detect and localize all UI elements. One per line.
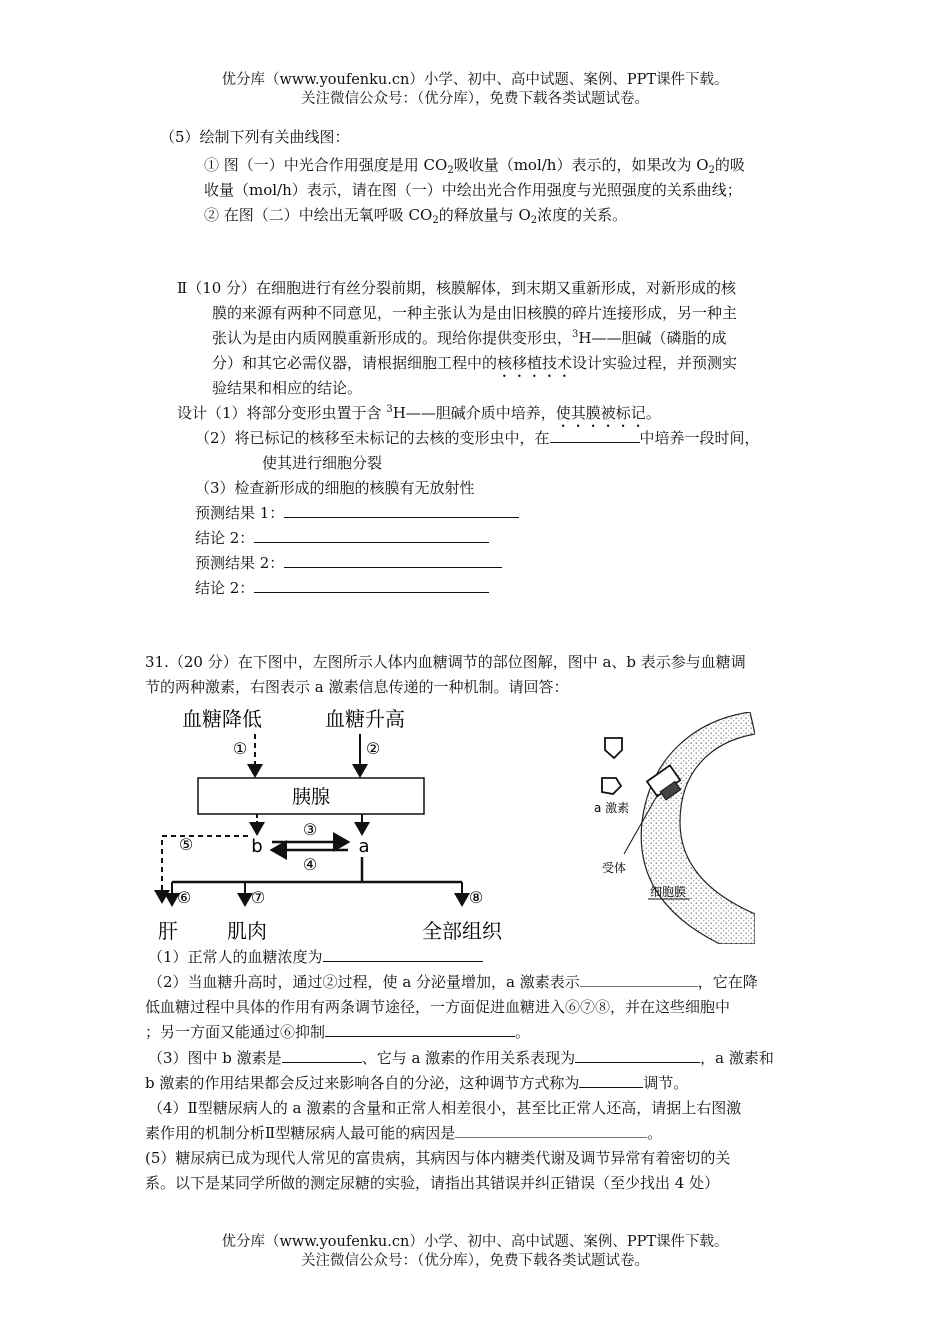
glucose-regulation-diagram <box>150 702 520 947</box>
part2-line-5: 验结果和相应的结论。 <box>212 379 363 397</box>
design-step-2: （2）将已标记的核移至未标记的去核的变形虫中，在 中培养一段时间， <box>195 429 760 447</box>
q5-line-3: ② 在图（二）中绘出无氧呼吸 $CO_2$的释放量与 $O_2$浓度的关系。 <box>204 206 628 226</box>
q31-sub-2: （2）当血糖升高时，通过②过程，使 a 分泌量增加，a 激素表示 ，它在降 <box>148 973 758 991</box>
target-all-tissues: 全部组织 <box>422 919 502 943</box>
pancreas-label: 胰腺 <box>291 786 331 808</box>
step-7-label: ⑦ <box>250 888 266 907</box>
answer-blank[interactable] <box>580 971 698 987</box>
header-line-2: 关注微信公众号：（优分库），免费下载各类试题试卷。 <box>301 91 649 107</box>
step-1-label: ① <box>232 739 248 758</box>
step-2-label: ② <box>365 739 381 758</box>
design-step-1: 设计（1）将部分变形虫置于含 $^3$H——胆碱介质中培养，使其膜被标记。 <box>177 404 661 422</box>
q31-sub-3-line-2: b 激素的作用结果都会反过来影响各自的分泌，这种调节方式称为 调节。 <box>145 1074 689 1092</box>
membrane-label: 细胞膜 <box>650 885 687 899</box>
target-muscle: 肌肉 <box>227 919 267 943</box>
arrow-5 <box>162 836 248 902</box>
answer-blank[interactable] <box>254 527 489 543</box>
answer-blank[interactable] <box>550 427 640 443</box>
step-5-label: ⑤ <box>178 835 194 854</box>
hormone-receptor-diagram <box>580 712 755 944</box>
answer-blank[interactable] <box>282 1047 362 1063</box>
q31-line-2: 节的两种激素，右图表示 a 激素信息传递的一种机制。请回答： <box>145 678 569 696</box>
footer-line-1: 优分库（www.youfenku.cn）小学、初中、高中试题、案例、PPT课件下载。 <box>221 1234 729 1250</box>
hormone-molecule-icon <box>602 778 621 794</box>
answer-blank[interactable] <box>575 1047 700 1063</box>
design-step-3: （3）检查新形成的细胞的核膜有无放射性 <box>195 479 475 497</box>
prediction-1: 预测结果 1： <box>195 501 519 525</box>
q5-title: （5）绘制下列有关曲线图： <box>160 128 350 146</box>
answer-blank[interactable] <box>323 946 483 962</box>
part2-line-2: 膜的来源有两种不同意见，一种主张认为是由旧核膜的碎片连接形成，另一种主 <box>212 304 738 322</box>
q31-sub-4: （4）Ⅱ型糖尿病人的 a 激素的含量和正常人相差很小，甚至比正常人还高，请据上右图激 <box>148 1099 742 1117</box>
q31-sub-3: （3）图中 b 激素是 、它与 a 激素的作用关系表现为 ，a 激素和 <box>148 1049 774 1067</box>
q31-sub-2-line-3: ；另一方面又能通过⑥抑制 。 <box>145 1023 531 1041</box>
label-glucose-high: 血糖升高 <box>325 707 405 731</box>
target-liver: 肝 <box>158 919 178 943</box>
hormone-a: a <box>358 836 370 857</box>
q31-sub-4-line-2: 素作用的机制分析Ⅱ型糖尿病人最可能的病因是 。 <box>145 1124 663 1142</box>
step-4-label: ④ <box>302 855 318 874</box>
hormone-molecule-icon <box>605 738 622 758</box>
q31-line-1: 31.（20 分）在下图中，左图所示人体内血糖调节的部位图解，图中 a、b 表示参与血糖调 <box>145 653 746 671</box>
answer-blank[interactable] <box>455 1122 647 1138</box>
step-3-label: ③ <box>302 820 318 839</box>
answer-blank[interactable] <box>325 1021 515 1037</box>
answer-blank[interactable] <box>254 577 489 593</box>
answer-blank[interactable] <box>284 502 519 518</box>
answer-blank[interactable] <box>284 552 502 568</box>
q31-sub-1: （1）正常人的血糖浓度为 <box>148 945 483 969</box>
part2-line-3: 张认为是由内质网膜重新形成的。现给你提供变形虫，$^3$H——胆碱（磷脂的成 <box>212 329 727 347</box>
label-glucose-low: 血糖降低 <box>182 707 262 731</box>
cell-membrane-band <box>641 712 755 944</box>
step-6-label: ⑥ <box>176 888 192 907</box>
answer-blank[interactable] <box>579 1072 643 1088</box>
footer-line-2: 关注微信公众号：（优分库），免费下载各类试题试卷。 <box>301 1253 649 1269</box>
q31-sub-2-line-2: 低血糖过程中具体的作用有两条调节途径，一方面促进血糖进入⑥⑦⑧，并在这些细胞中 <box>145 998 731 1016</box>
design-step-2-cont: 使其进行细胞分裂 <box>262 454 383 472</box>
q5-line-1: ① 图（一）中光合作用强度是用 $CO_2$吸收量（mol/h）表示的，如果改为 $O_2$的吸 <box>204 156 745 176</box>
part2-line-4: 分）和其它必需仪器，请根据细胞工程中的核移植技术设计实验过程，并预测实 <box>212 354 738 372</box>
q31-sub-5: (5）糖尿病已成为现代人常见的富贵病，其病因与体内糖类代谢及调节异常有着密切的关 <box>145 1149 731 1167</box>
conclusion-2: 结论 2： <box>195 576 489 600</box>
hormone-a-label: a 激素 <box>594 801 630 815</box>
prediction-2: 预测结果 2： <box>195 551 502 575</box>
q31-sub-5-line-2: 系。以下是某同学所做的测定尿糖的实验，请指出其错误并纠正错误（至少找出 4 处） <box>145 1174 720 1192</box>
receptor-label: 受体 <box>602 861 627 875</box>
part2-line-1: Ⅱ（10 分）在细胞进行有丝分裂前期，核膜解体，到末期又重新形成，对新形成的核 <box>177 279 737 297</box>
hormone-b: b <box>251 836 263 857</box>
header-line-1: 优分库（www.youfenku.cn）小学、初中、高中试题、案例、PPT课件下载。 <box>221 72 729 88</box>
q5-line-2: 收量（mol/h）表示，请在图（一）中绘出光合作用强度与光照强度的关系曲线； <box>204 181 742 199</box>
step-8-label: ⑧ <box>468 888 484 907</box>
conclusion-1: 结论 2： <box>195 526 489 550</box>
